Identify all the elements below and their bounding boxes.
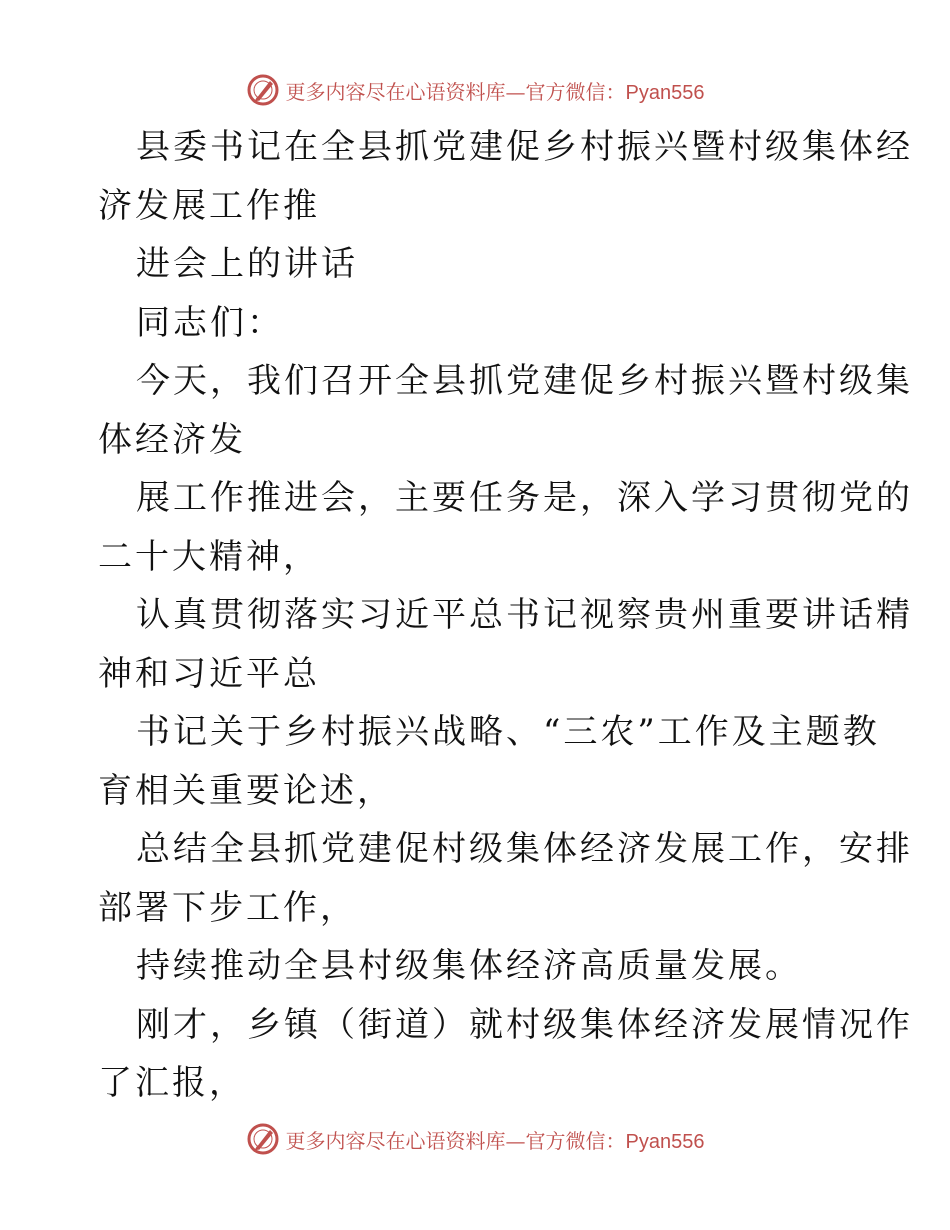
banner-wechat-id: Pyan556 (625, 1130, 705, 1153)
document-line: 部署下步工作， (98, 887, 357, 928)
banner-text (286, 1125, 705, 1154)
document-line: 体经济发 (98, 419, 246, 460)
header-banner (0, 70, 950, 110)
document-body (98, 118, 913, 1113)
document-line: 今天，我们召开全县抓党建促乡村振兴暨村级集 (136, 361, 913, 401)
document-line: 刚才，乡镇（街道）就村级集体经济发展情况作 (136, 1004, 913, 1045)
document-line: 进会上的讲话 (136, 244, 358, 284)
banner-wechat-label: 官方微信： (525, 79, 626, 104)
document-line: 认真贯彻落实习近平总书记视察贵州重要讲话精 (136, 595, 913, 635)
document-line: 育相关重要论述， (98, 770, 394, 811)
document-line: 总结全县抓党建促村级集体经济发展工作，安排 (136, 829, 913, 869)
document-line: 神和习近平总 (98, 653, 320, 694)
banner-wechat-id: Pyan556 (625, 81, 705, 104)
banner-separator: — (505, 79, 526, 104)
footer-banner (0, 1119, 950, 1159)
banner-wechat-label: 官方微信： (525, 1128, 626, 1153)
banner-brand: 更多内容尽在心语资料库 (285, 1128, 506, 1153)
banner-brand: 更多内容尽在心语资料库 (285, 79, 506, 104)
document-line: 县委书记在全县抓党建促乡村振兴暨村级集体经 (136, 127, 913, 167)
document-line: 持续推动全县村级集体经济高质量发展。 (136, 946, 802, 986)
pen-nib-circle-logo-icon (246, 1122, 280, 1156)
banner-separator: — (505, 1128, 526, 1153)
banner-text (286, 76, 705, 105)
document-line: 同志们： (136, 302, 284, 343)
document-line: 二十大精神， (98, 536, 320, 577)
document-line: 济发展工作推 (98, 185, 320, 226)
document-line: 了汇报， (98, 1063, 246, 1103)
document-line: 书记关于乡村振兴战略、“三农”工作及主题教 (136, 712, 880, 752)
pen-nib-circle-logo-icon (246, 73, 280, 107)
document-line: 展工作推进会，主要任务是，深入学习贯彻党的 (136, 478, 913, 518)
